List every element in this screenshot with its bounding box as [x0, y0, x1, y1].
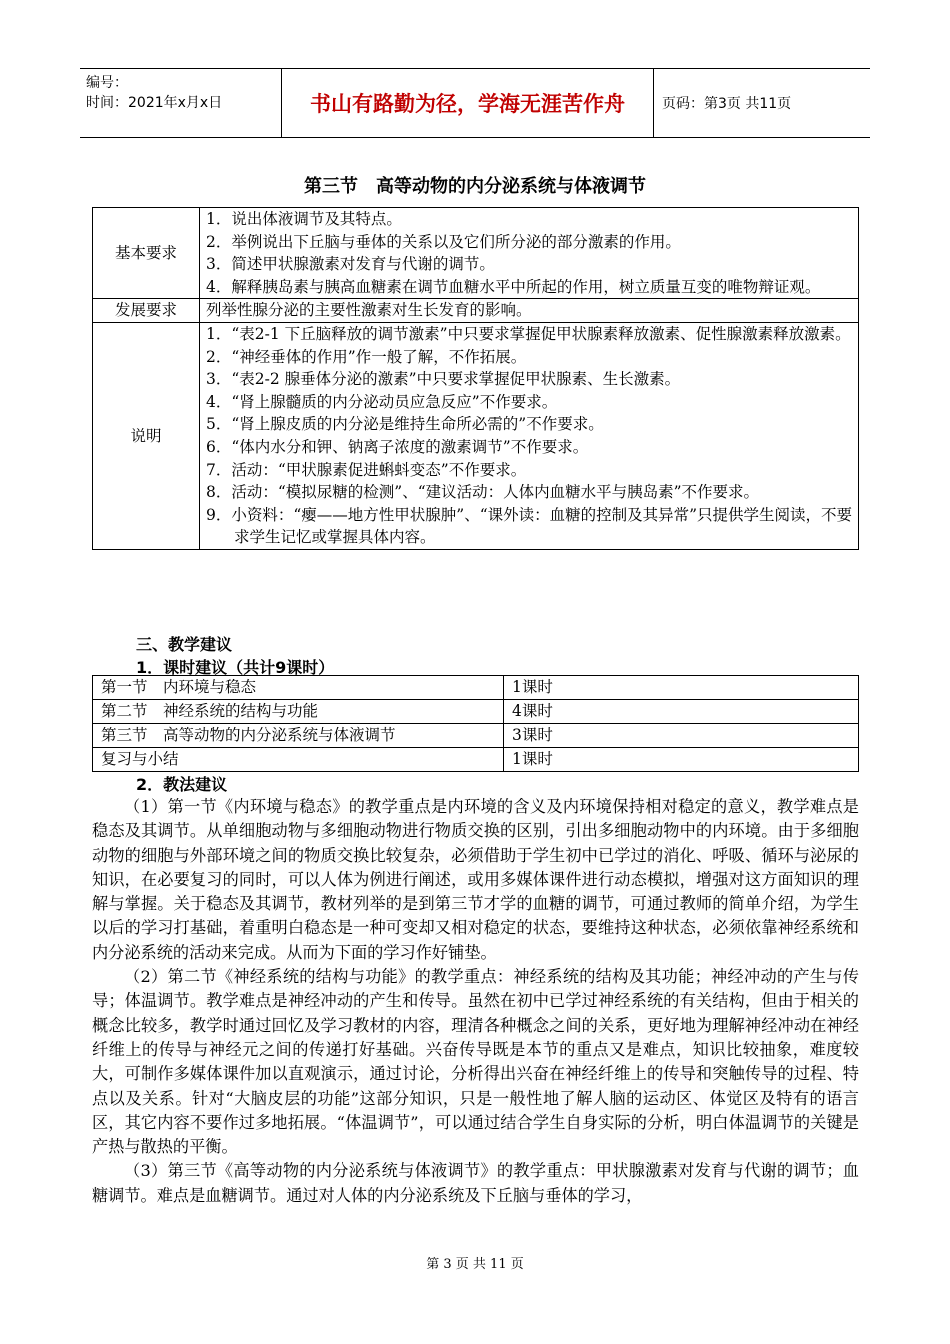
notes-label: 说明	[93, 322, 200, 549]
basic-row	[93, 208, 859, 299]
note-item: 5．“肾上腺皮质的内分泌是维持生命所必需的”不作要求。	[206, 415, 604, 434]
page-footer: 第 3 页 共 11 页	[426, 1257, 524, 1272]
schedule-hours: 1课时	[504, 748, 859, 772]
table-row	[93, 676, 859, 700]
schedule-hours: 4课时	[504, 700, 859, 724]
note-item: 9．小资料：“瘿——地方性甲状腺肿”、“课外读：血糖的控制及其异常”只提供学生阅读，不要求学生记忆或掌握具体内容。	[206, 505, 853, 547]
develop-row	[93, 299, 859, 323]
header-meta	[80, 69, 282, 137]
schedule-name: 复习与小结	[93, 748, 504, 772]
requirements-table	[92, 207, 859, 550]
notes-content	[200, 322, 859, 549]
code-label: 编号：	[86, 75, 128, 91]
time-label: 时间：2021年x月x日	[86, 95, 223, 111]
schedule-name: 第二节 神经系统的结构与功能	[93, 700, 504, 724]
table-row	[93, 700, 859, 724]
schedule-name: 第一节 内环境与稳态	[93, 676, 504, 700]
page-code: 页码：第3页 共11页	[662, 96, 792, 112]
basic-content	[200, 208, 859, 299]
method-body	[92, 795, 859, 1208]
heading-teaching-advice: 三、教学建议	[136, 635, 233, 654]
note-item: 7．活动：“甲状腺素促进蝌蚪变态”不作要求。	[206, 460, 527, 479]
heading-method: 2．教法建议	[136, 775, 228, 794]
paragraph: （2）第二节《神经系统的结构与功能》的教学重点：神经系统的结构及其功能；神经冲动的产生与传导；体温调节。教学难点是神经冲动的产生和传导。虽然在初中已学过神经系统的有关结构，但由于相关的概念比较多，教学时通过回忆及学习教材的内容，理清各种概念之间的关系，更好地为理解神经冲动在神经纤维上的传导与神经元之间的传递打好基础。兴奋传导既是本节的重点又是难点，知识比较抽象，难度较大，可制作多媒体课件加以直观演示，通过讨论，分析得出兴奋在神经纤维上的传导和突触传导的过程、特点以及关系。针对“大脑皮层的功能”这部分知识，只是一般性地了解人脑的运动区、体觉区及特有的语言区，其它内容不要作过多地拓展。“体温调节”，可以通过结合学生自身实际的分析，明白体温调节的关键是产热与散热的平衡。	[92, 967, 859, 1157]
schedule-hours: 1课时	[504, 676, 859, 700]
basic-item: 3．简述甲状腺激素对发育与代谢的调节。	[206, 255, 495, 274]
basic-item: 1．说出体液调节及其特点。	[206, 210, 402, 228]
note-item: 4．“肾上腺髓质的内分泌动员应急反应”不作要求。	[206, 392, 558, 411]
note-item: 3．“表2-2 腺垂体分泌的激素”中只要求掌握促甲状腺素、生长激素。	[206, 370, 681, 389]
page-header	[80, 68, 870, 138]
motto: 书山有路勤为径，学海无涯苦作舟	[282, 69, 654, 137]
note-item: 2．“神经垂体的作用”作一般了解，不作拓展。	[206, 347, 527, 366]
paragraph: （3）第三节《高等动物的内分泌系统与体液调节》的教学重点：甲状腺激素对发育与代谢的调节；血糖调节。难点是血糖调节。通过对人体的内分泌系统及下丘脑与垂体的学习，	[92, 1161, 859, 1205]
table-row	[93, 724, 859, 748]
basic-item: 4．解释胰岛素与胰高血糖素在调节血糖水平中所起的作用，树立质量互变的唯物辩证观。	[206, 277, 821, 296]
section-title: 第三节 高等动物的内分泌系统与体液调节	[304, 176, 646, 197]
schedule-hours: 3课时	[504, 724, 859, 748]
develop-label: 发展要求	[93, 299, 200, 323]
note-item: 6．“体内水分和钾、钠离子浓度的激素调节”不作要求。	[206, 437, 589, 456]
notes-row	[93, 322, 859, 549]
table-row	[93, 748, 859, 772]
heading-schedule: 1．课时建议（共计9课时）	[136, 658, 335, 677]
note-item: 8．活动：“模拟尿糖的检测”、“建议活动：人体内血糖水平与胰岛素”不作要求。	[206, 483, 760, 502]
basic-label: 基本要求	[93, 208, 200, 299]
schedule-name: 第三节 高等动物的内分泌系统与体液调节	[93, 724, 504, 748]
note-item: 1．“表2-1 下丘脑释放的调节激素”中只要求掌握促甲状腺素释放激素、促性腺激素释放激素。	[206, 324, 851, 343]
paragraph: （1）第一节《内环境与稳态》的教学重点是内环境的含义及内环境保持相对稳定的意义，教学难点是稳态及其调节。从单细胞动物与多细胞动物进行物质交换的区别，引出多细胞动物中的内环境。由于多细胞动物的细胞与外部环境之间的物质交换比较复杂，必须借助于学生初中已学过的消化、呼吸、循环与泌尿的知识，在必要复习的同时，可以人体为例进行阐述，或用多媒体课件进行动态模拟，增强对这方面知识的理解与掌握。关于稳态及其调节，教材列举的是到第三节才学的血糖的调节，可通过教师的简单介绍，为学生以后的学习打基础，着重明白稳态是一种可变却又相对稳定的状态，要维持这种状态，必须依靠神经系统和内分泌系统的活动来完成。从而为下面的学习作好铺垫。	[92, 797, 859, 962]
basic-item: 2．举例说出下丘脑与垂体的关系以及它们所分泌的部分激素的作用。	[206, 232, 681, 251]
develop-content: 列举性腺分泌的主要性激素对生长发育的影响。	[200, 299, 859, 323]
schedule-table	[92, 675, 859, 772]
